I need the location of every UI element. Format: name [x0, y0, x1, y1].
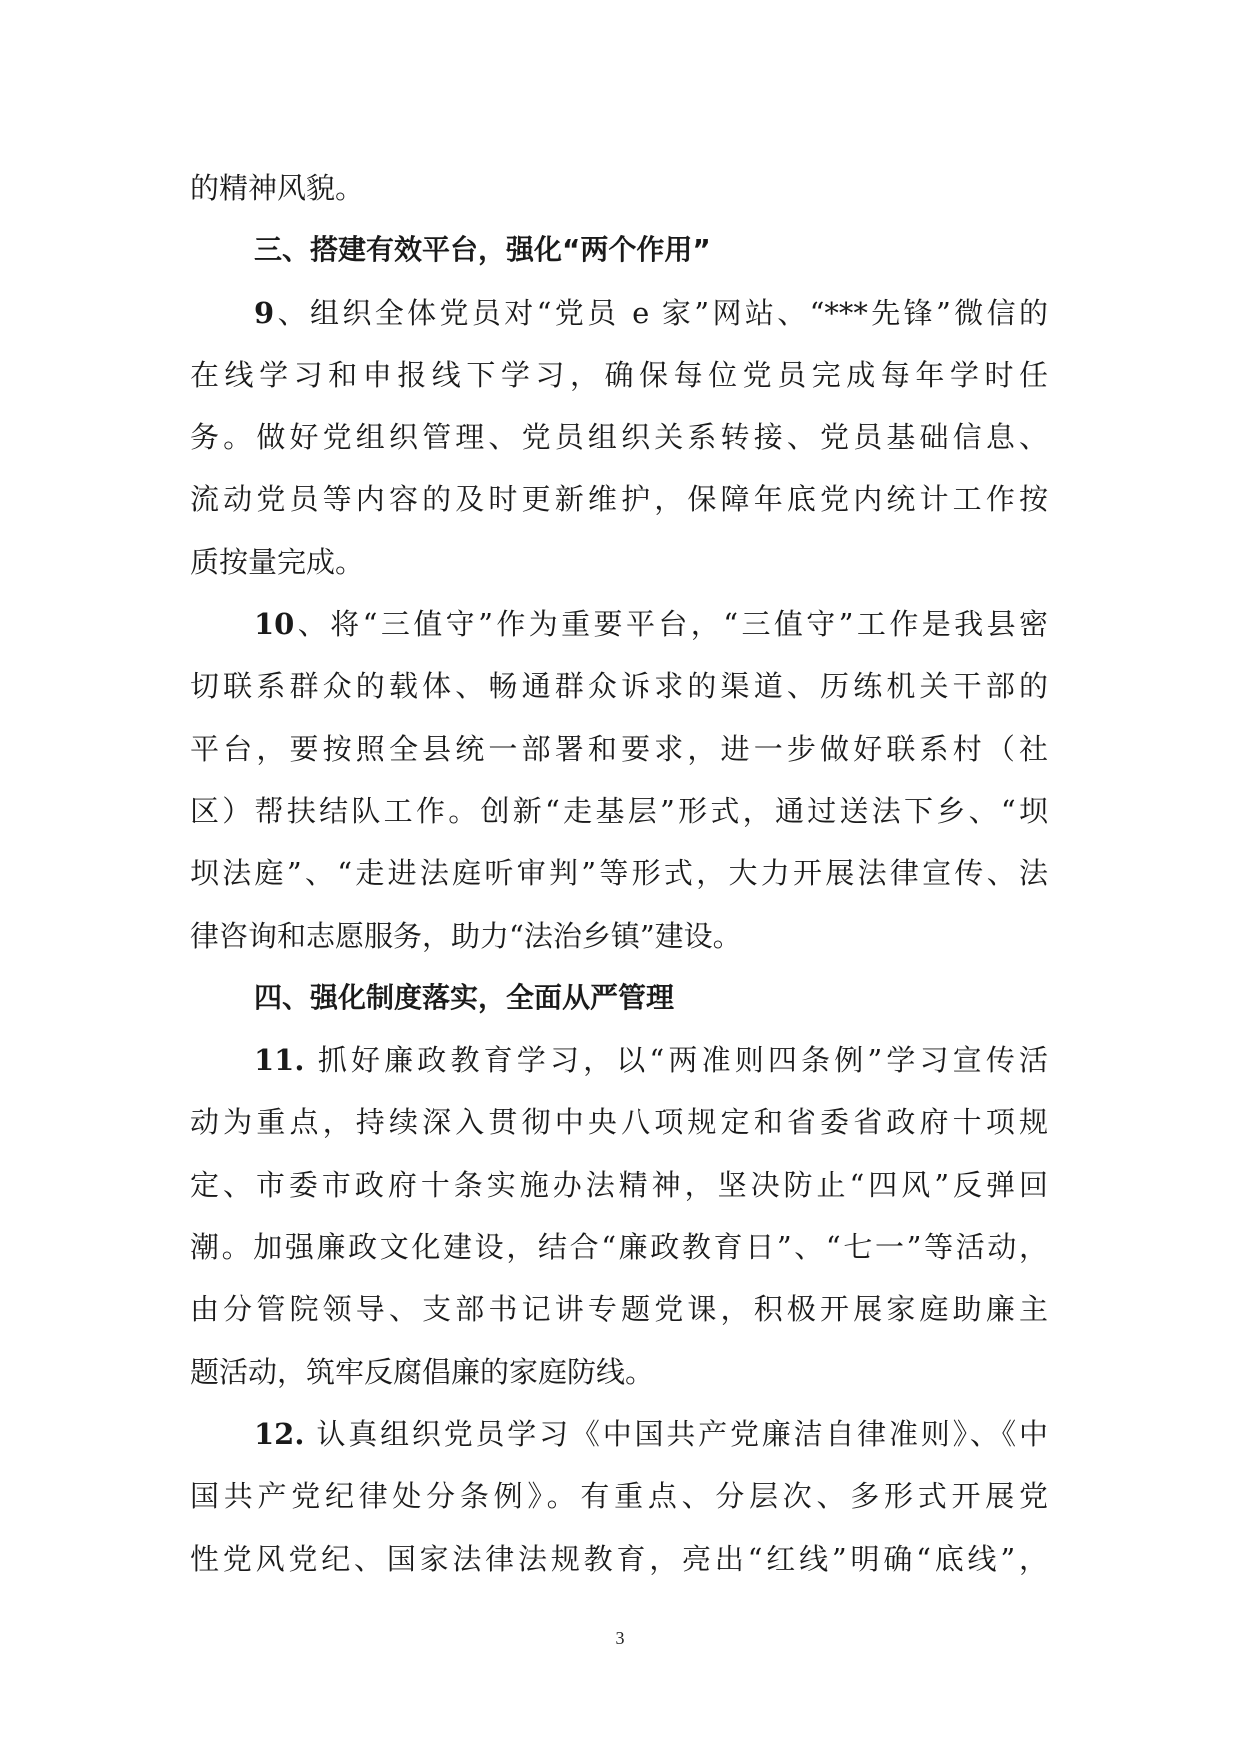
section-heading-3: 三、搭建有效平台，强化“两个作用” — [254, 233, 711, 267]
text-line: 切联系群众的载体、畅通群众诉求的渠道、历练机关干部的 — [190, 669, 1048, 704]
text-line: 国共产党纪律处分条例》。有重点、分层次、多形式开展党 — [190, 1479, 1048, 1514]
text-line: 性党风党纪、国家法律法规教育，亮出“红线”明确“底线”， — [190, 1541, 1048, 1576]
paragraph-11-first-line — [190, 1029, 1048, 1091]
item-number: 12. — [254, 1416, 305, 1451]
text-line: 坝法庭”、“走进法庭听审判”等形式，大力开展法律宣传、法 — [190, 856, 1048, 891]
text-line: 质按量完成。 — [190, 544, 365, 579]
text-line: 流动党员等内容的及时更新维护，保障年底党内统计工作按 — [190, 482, 1048, 517]
item-number: 11. — [254, 1043, 305, 1078]
text-line: 由分管院领导、支部书记讲专题党课，积极开展家庭助廉主 — [190, 1292, 1048, 1327]
paragraph-12-first-line — [190, 1403, 1048, 1465]
text-line: 题活动，筑牢反腐倡廉的家庭防线。 — [190, 1354, 655, 1389]
text-fragment: 认真组织党员学习《中国共产党廉洁自律准则》、《中 — [304, 1416, 1048, 1451]
text-line: 律咨询和志愿服务，助力“法治乡镇”建设。 — [190, 918, 742, 953]
text-line: 在线学习和申报线下学习，确保每位党员完成每年学时任 — [190, 357, 1048, 392]
item-number: 10 — [254, 607, 295, 642]
text-line: 定、市委市政府十条实施办法精神，坚决防止“四风”反弹回 — [190, 1167, 1048, 1202]
paragraph-9-first-line — [190, 282, 1048, 344]
page-number: 3 — [615, 1628, 625, 1648]
text-line: 的精神风貌。 — [190, 171, 365, 205]
text-fragment: 、将“三值守”作为重要平台，“三值守”工作是我县密 — [294, 607, 1048, 642]
text-fragment: 、组织全体党员对“党员 e 家”网站、“***先锋”微信的 — [274, 295, 1048, 330]
text-line: 潮。加强廉政文化建设，结合“廉政教育日”、“七一”等活动， — [190, 1230, 1048, 1265]
text-line: 平台，要按照全县统一部署和要求，进一步做好联系村（社 — [190, 731, 1048, 766]
section-heading-4: 四、强化制度落实，全面从严管理 — [254, 980, 675, 1014]
text-line: 区）帮扶结队工作。创新“走基层”形式，通过送法下乡、“坝 — [190, 793, 1048, 828]
paragraph-10-first-line — [190, 593, 1048, 655]
text-line: 动为重点，持续深入贯彻中央八项规定和省委省政府十项规 — [190, 1105, 1048, 1140]
body-text — [190, 157, 1048, 1590]
item-number: 9 — [254, 295, 275, 330]
text-fragment: 抓好廉政教育学习，以“两准则四条例”学习宣传活 — [304, 1043, 1048, 1078]
text-line: 务。做好党组织管理、党员组织关系转接、党员基础信息、 — [190, 420, 1048, 455]
